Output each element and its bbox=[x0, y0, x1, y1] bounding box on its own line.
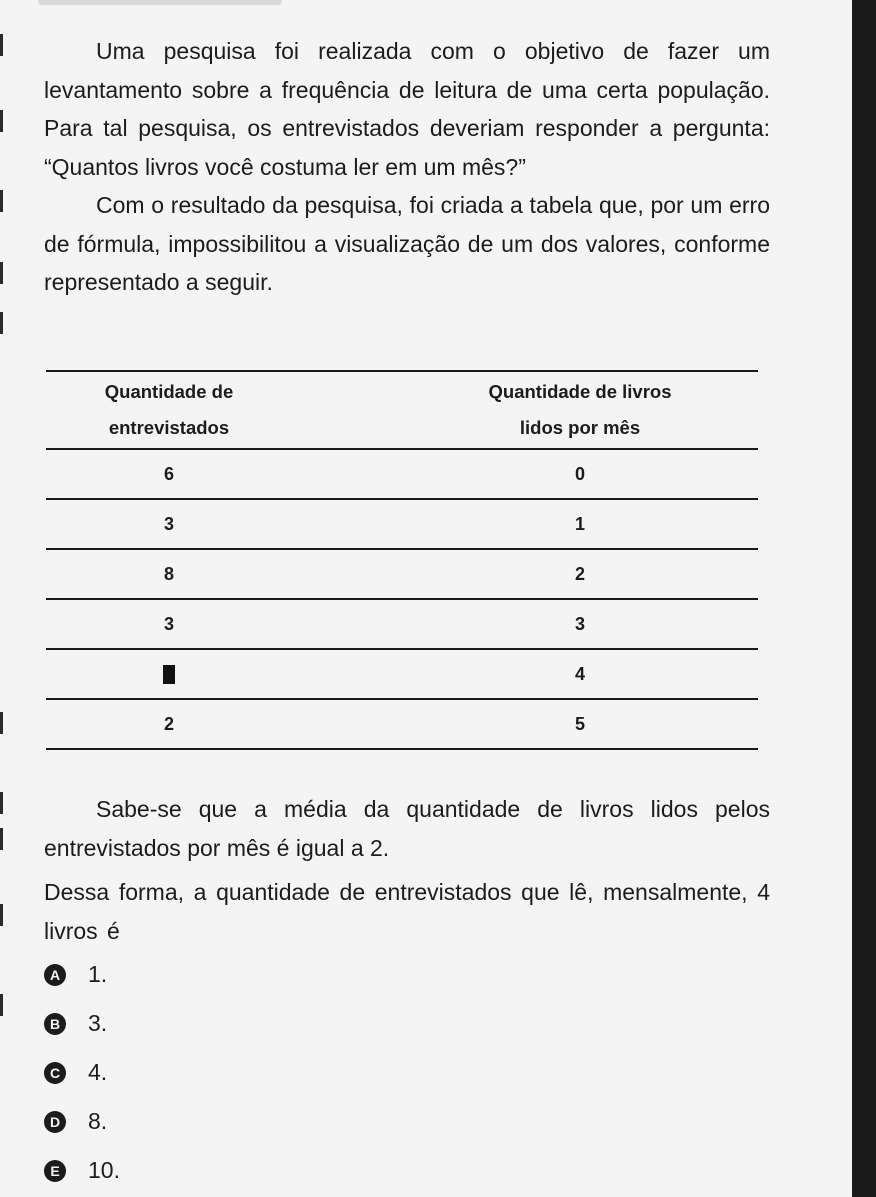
cell-books: 2 bbox=[574, 563, 585, 584]
question-paragraph-2: Dessa forma, a quantidade de entrevistados que lê, mensalmente, 4 livros é bbox=[44, 879, 770, 944]
margin-mark bbox=[0, 190, 3, 212]
option-letter-badge: A bbox=[44, 964, 66, 986]
cell-books: 4 bbox=[574, 663, 585, 684]
option-letter-badge: D bbox=[44, 1111, 66, 1133]
option-text: 4. bbox=[88, 1059, 108, 1085]
cell-interviewees: 3 bbox=[163, 513, 174, 534]
option-letter-badge: C bbox=[44, 1062, 66, 1084]
option-text: 8. bbox=[88, 1108, 108, 1134]
survey-table bbox=[46, 370, 758, 750]
cell-interviewees: 6 bbox=[163, 463, 174, 484]
cell-interviewees: 8 bbox=[163, 563, 174, 584]
option-letter-badge: B bbox=[44, 1013, 66, 1035]
header-books-per-month: Quantidade de livros lidos por mês bbox=[488, 381, 672, 438]
table-row bbox=[46, 649, 758, 699]
margin-mark bbox=[0, 994, 3, 1016]
cell-books: 1 bbox=[574, 513, 585, 534]
margin-mark bbox=[0, 792, 3, 814]
option-letter-badge: E bbox=[44, 1160, 66, 1182]
header-interviewees: Quantidade de entrevistados bbox=[104, 381, 234, 438]
option-b[interactable] bbox=[44, 999, 120, 1048]
option-text: 3. bbox=[88, 1010, 108, 1036]
margin-mark bbox=[0, 828, 3, 850]
intro-paragraph-1: Uma pesquisa foi realizada com o objetivo de fazer um levantamento sobre a frequência de leitura de uma certa população. Para tal pesquisa, os entrevistados deveriam responder a pergunta: “Quantos livros você costuma ler em um mês?” bbox=[44, 38, 770, 180]
table-row bbox=[46, 599, 758, 649]
option-c[interactable] bbox=[44, 1048, 120, 1097]
right-page-border bbox=[852, 0, 876, 1197]
question-paragraph-1: Sabe-se que a média da quantidade de livros lidos pelos entrevistados por mês é igual a 2. bbox=[44, 796, 770, 861]
cell-interviewees: 3 bbox=[163, 613, 174, 634]
intro-text bbox=[44, 32, 770, 302]
top-tab-edge bbox=[38, 0, 282, 5]
option-d[interactable] bbox=[44, 1097, 120, 1146]
table-row bbox=[46, 449, 758, 499]
option-text: 10. bbox=[88, 1157, 120, 1183]
question-text bbox=[44, 790, 770, 950]
margin-mark bbox=[0, 312, 3, 334]
cell-interviewees-hidden bbox=[46, 649, 402, 699]
margin-mark bbox=[0, 712, 3, 734]
answer-options bbox=[44, 950, 120, 1195]
cell-books: 3 bbox=[574, 613, 585, 634]
hidden-value-block bbox=[163, 665, 175, 684]
cell-books: 5 bbox=[574, 713, 585, 734]
cell-interviewees: 2 bbox=[163, 713, 174, 734]
option-a[interactable] bbox=[44, 950, 120, 999]
margin-mark bbox=[0, 34, 3, 56]
intro-paragraph-2: Com o resultado da pesquisa, foi criada a tabela que, por um erro de fórmula, impossibilitou a visualização de um dos valores, conforme representado a seguir. bbox=[44, 192, 770, 295]
table-header-row bbox=[46, 371, 758, 449]
table-row bbox=[46, 699, 758, 749]
option-e[interactable] bbox=[44, 1146, 120, 1195]
option-text: 1. bbox=[88, 961, 108, 987]
cell-books: 0 bbox=[574, 463, 585, 484]
table-row bbox=[46, 499, 758, 549]
margin-mark bbox=[0, 110, 3, 132]
margin-mark bbox=[0, 904, 3, 926]
table-row bbox=[46, 549, 758, 599]
margin-mark bbox=[0, 262, 3, 284]
